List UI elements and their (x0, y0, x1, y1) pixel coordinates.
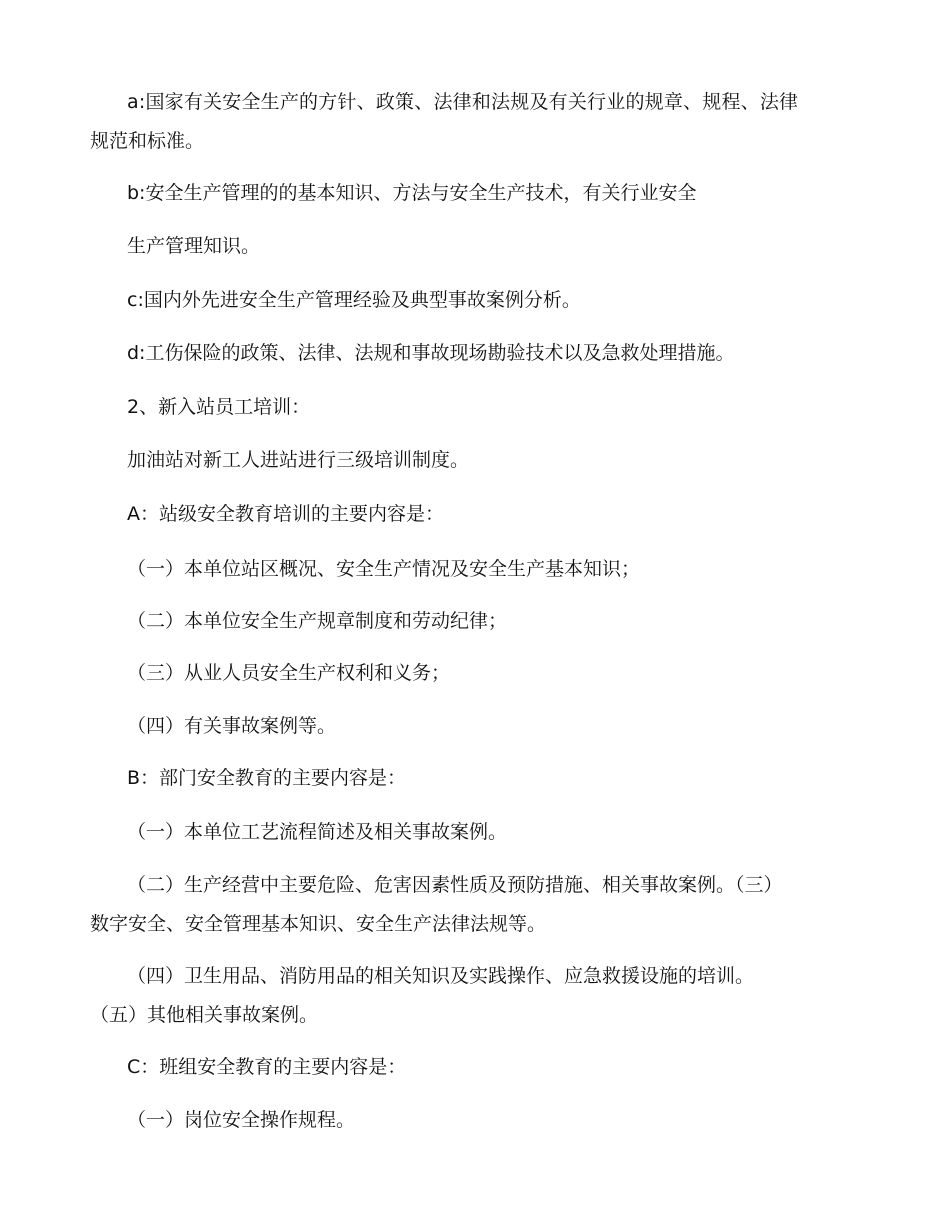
three-level-training-intro: 加油站对新工人进站进行三级培训制度。 (127, 449, 470, 471)
department-level-heading: B：部门安全教育的主要内容是： (127, 767, 407, 789)
paragraph-a-line-1: a:国家有关安全生产的方针、政策、法律和法规及有关行业的规章、规程、法律 (127, 91, 799, 113)
paragraph-d: d:工伤保险的政策、法律、法规和事故现场勘验技术以及急救处理措施。 (127, 342, 735, 364)
paragraph-c: c:国内外先进安全生产管理经验及典型事故案例分析。 (127, 289, 581, 311)
station-item-2: （二）本单位安全生产规章制度和劳动纪律； (127, 610, 508, 632)
paragraph-a-line-2: 规范和标准。 (90, 130, 205, 152)
station-level-heading: A：站级安全教育培训的主要内容是： (127, 503, 444, 525)
department-item-2-line-2: 数字安全、安全管理基本知识、安全生产法律法规等。 (90, 913, 547, 935)
team-level-heading: C：班组安全教育的主要内容是： (127, 1056, 407, 1078)
station-item-4: （四）有关事故案例等。 (127, 715, 337, 737)
paragraph-b-line-2: 生产管理知识。 (127, 235, 261, 257)
team-item-1: （一）岗位安全操作规程。 (127, 1109, 356, 1131)
department-item-2-line-1: （二）生产经营中主要危险、危害因素性质及预防措施、相关事故案例。（三） (127, 874, 783, 896)
station-item-1: （一）本单位站区概况、安全生产情况及安全生产基本知识； (127, 558, 641, 580)
department-item-1: （一）本单位工艺流程简述及相关事故案例。 (127, 821, 508, 843)
department-item-5: （五）其他相关事故案例。 (90, 1004, 319, 1026)
section-heading-new-staff-training: 2、新入站员工培训： (127, 396, 311, 418)
department-item-4: （四）卫生用品、消防用品的相关知识及实践操作、应急救援设施的培训。 (127, 965, 755, 987)
paragraph-b-line-1: b:安全生产管理的的基本知识、方法与安全生产技术，有关行业安全 (127, 182, 697, 204)
station-item-3: （三）从业人员安全生产权利和义务； (127, 662, 451, 684)
